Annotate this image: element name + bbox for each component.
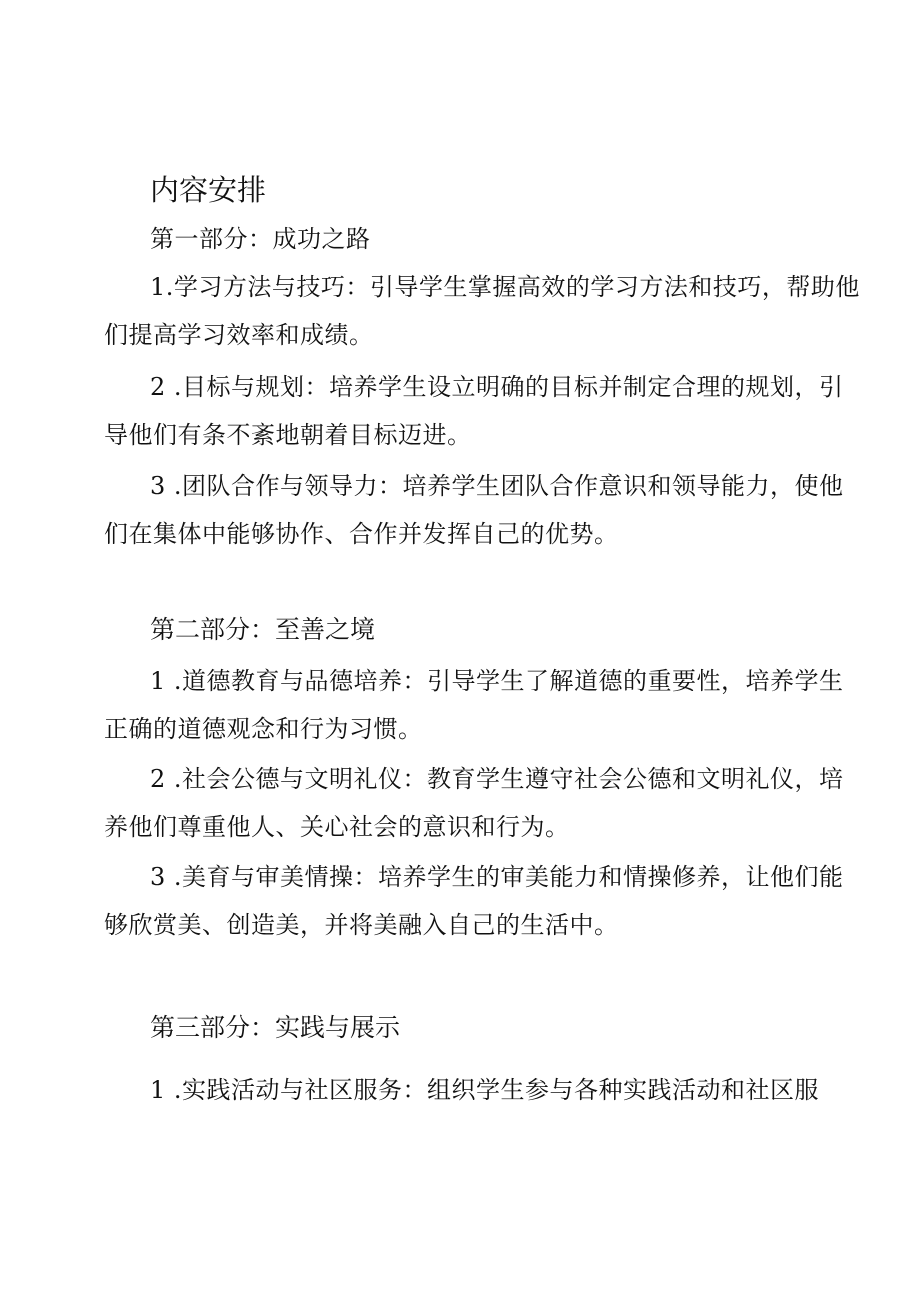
section-heading-part2: 第二部分：至善之境 [150,615,376,644]
paragraph-line: 3 .美育与审美情操：培养学生的审美能力和情操修养，让他们能 [150,863,844,891]
section-heading-part1: 第一部分：成功之路 [150,225,371,253]
paragraph-line: 们在集体中能够协作、合作并发挥自己的优势。 [104,520,619,548]
paragraph-line: 3 .团队合作与领导力：培养学生团队合作意识和领导能力，使他 [150,472,844,500]
paragraph-line: 导他们有条不紊地朝着目标迈进。 [104,421,472,449]
page-title: 内容安排 [150,173,267,207]
section-heading-part3: 第三部分：实践与展示 [150,1013,401,1042]
paragraph-line: 养他们尊重他人、关心社会的意识和行为。 [104,813,570,841]
paragraph-line: 够欣赏美、创造美，并将美融入自己的生活中。 [104,911,619,939]
paragraph-line: 正确的道德观念和行为习惯。 [104,715,423,743]
paragraph-line: 1 .道德教育与品德培养：引导学生了解道德的重要性，培养学生 [150,667,844,695]
paragraph-line: 1 .实践活动与社区服务：组织学生参与各种实践活动和社区服 [150,1076,820,1104]
paragraph-line: 们提高学习效率和成绩。 [104,321,374,349]
paragraph-line: 2 .目标与规划：培养学生设立明确的目标并制定合理的规划，引 [150,373,844,401]
paragraph-line: 1.学习方法与技巧：引导学生掌握高效的学习方法和技巧，帮助他 [150,273,860,301]
paragraph-line: 2 .社会公德与文明礼仪：教育学生遵守社会公德和文明礼仪，培 [150,765,844,793]
